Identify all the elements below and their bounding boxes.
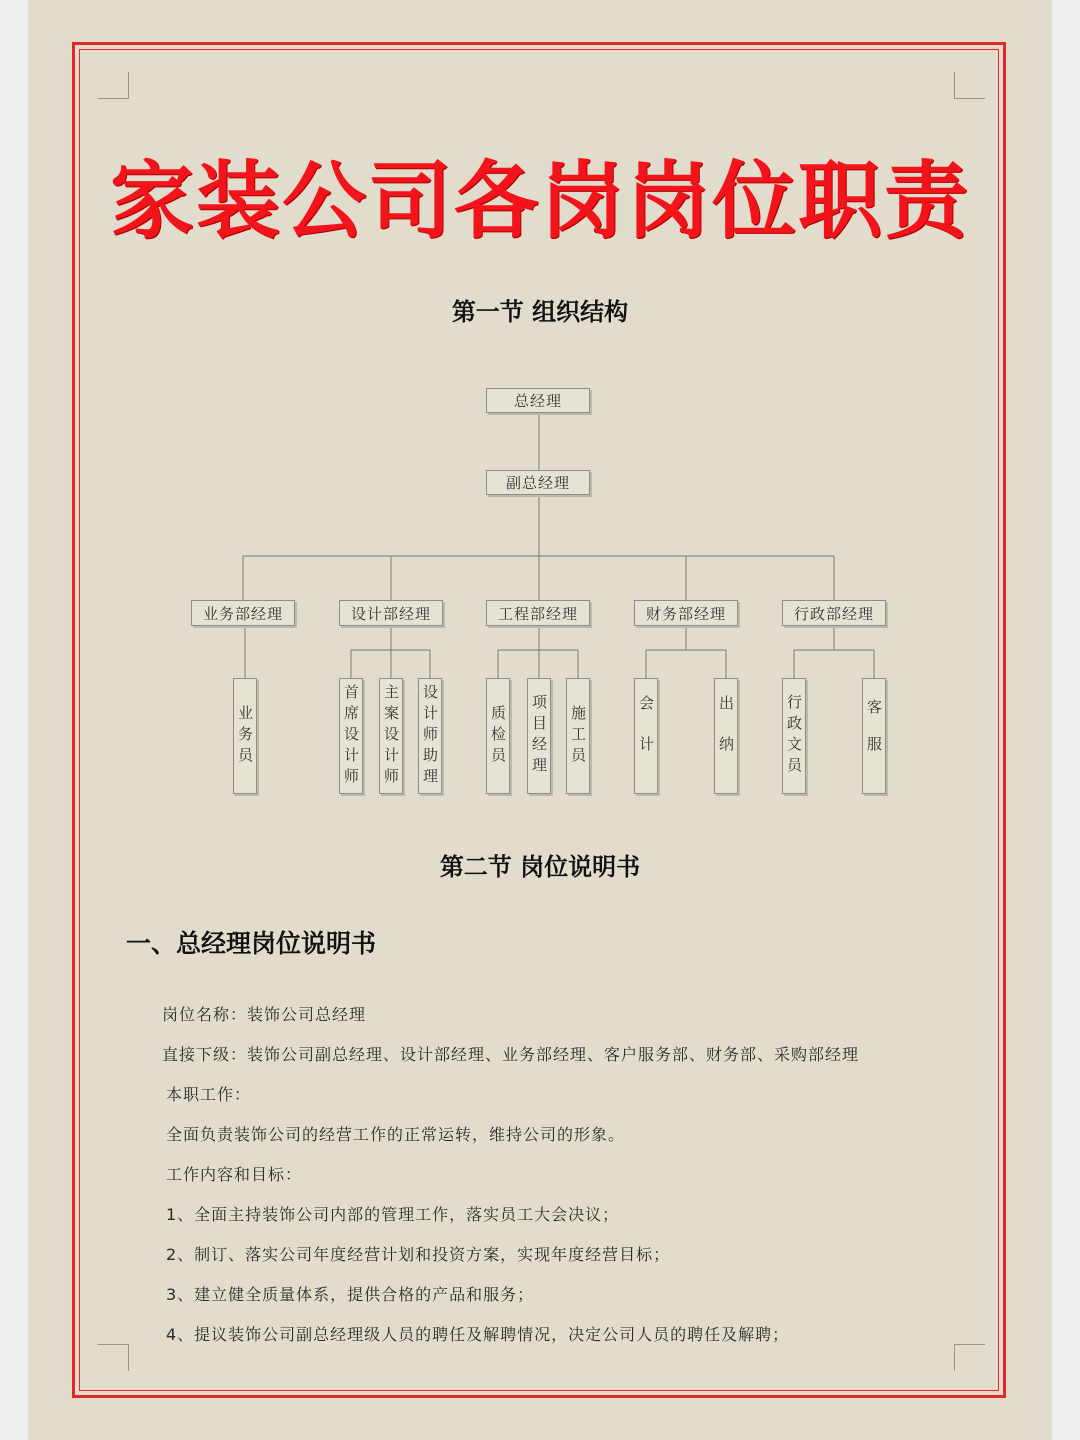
org-node-quality-inspector: 质检员 (486, 678, 510, 794)
org-node-customer-service: 客服 (862, 678, 886, 794)
org-node-project-manager: 项目经理 (527, 678, 551, 794)
org-node-design-manager: 设计部经理 (339, 600, 443, 626)
org-node-ceo: 总经理 (486, 388, 590, 413)
org-node-lead-designer: 主案设计师 (379, 678, 403, 794)
list-item: 3、建立健全质量体系，提供合格的产品和服务； (166, 1285, 535, 1304)
paragraph-duty-text: 全面负责装饰公司的经营工作的正常运转，维持公司的形象。 (166, 1125, 626, 1144)
org-node-accountant: 会计 (634, 678, 658, 794)
paragraph-content-label: 工作内容和目标： (166, 1165, 303, 1184)
org-node-salesperson: 业务员 (233, 678, 257, 794)
org-node-admin-clerk: 行政文员 (782, 678, 806, 794)
org-node-chief-designer: 首席设计师 (339, 678, 363, 794)
org-node-finance-manager: 财务部经理 (634, 600, 738, 626)
paragraph-duty-label: 本职工作： (166, 1085, 252, 1104)
org-node-cashier: 出纳 (714, 678, 738, 794)
org-node-vice-ceo: 副总经理 (486, 470, 590, 495)
org-node-sales-manager: 业务部经理 (191, 600, 295, 626)
org-node-admin-manager: 行政部经理 (782, 600, 886, 626)
section-2-title: 第二节 岗位说明书 (439, 852, 641, 881)
paragraph-position-name: 岗位名称：装饰公司总经理 (162, 1005, 367, 1024)
heading-ceo-job-description: 一、总经理岗位说明书 (126, 929, 377, 958)
list-item: 4、提议装饰公司副总经理级人员的聘任及解聘情况，决定公司人员的聘任及解聘； (166, 1325, 790, 1344)
list-item: 2、制订、落实公司年度经营计划和投资方案，实现年度经营目标； (166, 1245, 671, 1264)
list-item: 1、全面主持装饰公司内部的管理工作，落实员工大会决议； (166, 1205, 620, 1224)
org-node-design-assistant: 设计师助理 (418, 678, 442, 794)
section-1-title: 第一节 组织结构 (451, 297, 629, 326)
paragraph-direct-subordinates: 直接下级：装饰公司副总经理、设计部经理、业务部经理、客户服务部、财务部、采购部经理 (162, 1045, 860, 1064)
org-node-constructor: 施工员 (566, 678, 590, 794)
org-node-engineering-manager: 工程部经理 (486, 600, 590, 626)
document-title: 家装公司各岗岗位职责 (109, 152, 970, 250)
